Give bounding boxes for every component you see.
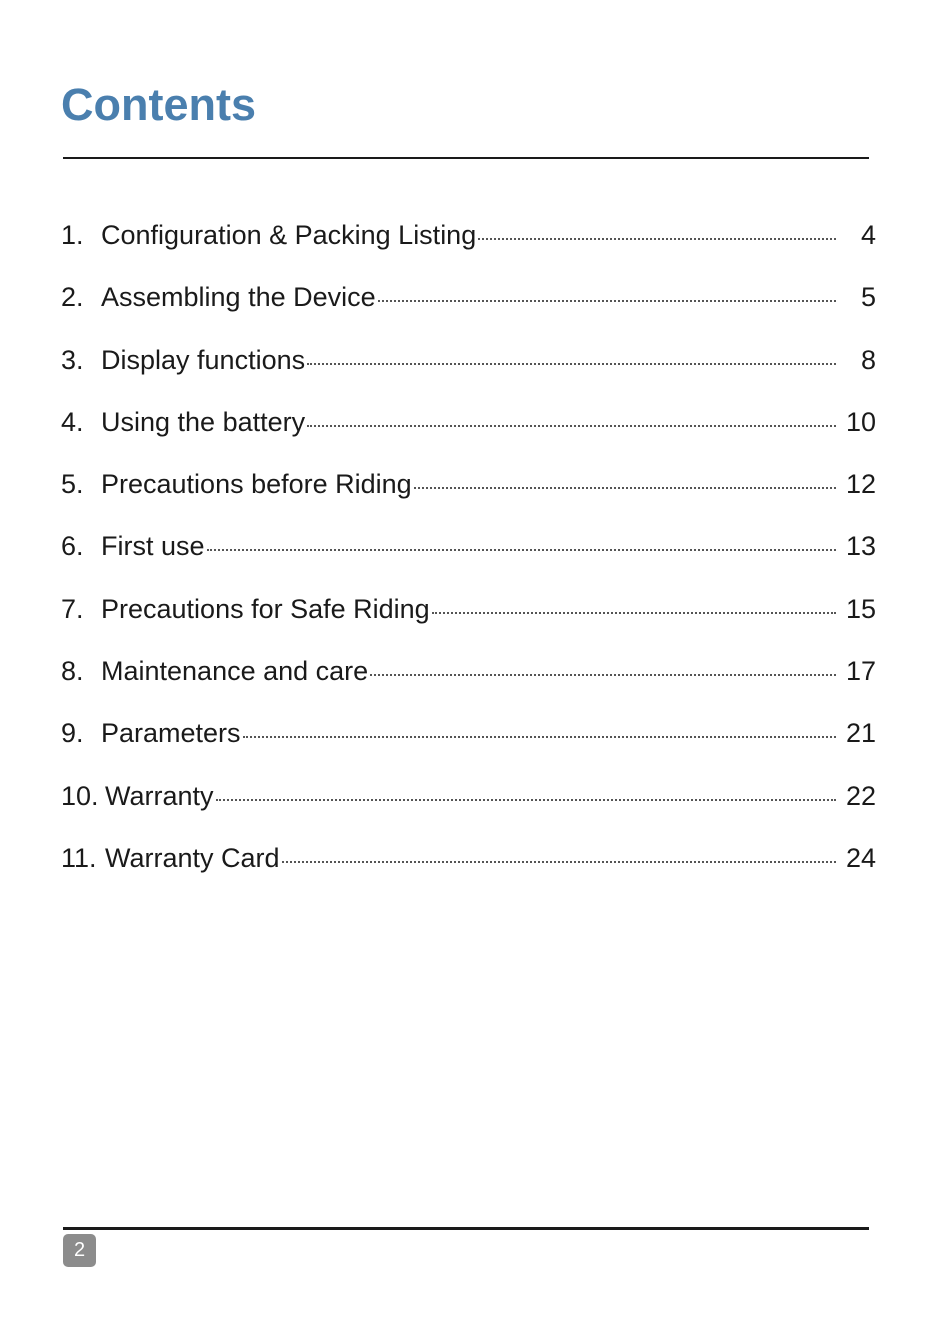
toc-entry-title: Parameters bbox=[101, 718, 241, 749]
toc-entry-page: 21 bbox=[845, 718, 876, 749]
toc-entry-title: Configuration & Packing Listing bbox=[101, 220, 477, 250]
toc-entry-first-use[interactable] bbox=[61, 519, 876, 581]
dot-leader bbox=[243, 736, 836, 738]
table-of-contents bbox=[61, 208, 876, 893]
bottom-divider bbox=[63, 1227, 869, 1230]
toc-entry-page: 10 bbox=[845, 406, 876, 437]
toc-entry-page: 4 bbox=[860, 220, 876, 250]
toc-entry-title: Maintenance and care bbox=[101, 656, 369, 687]
dot-leader bbox=[307, 425, 836, 427]
toc-entry-number: 5. bbox=[61, 469, 84, 500]
toc-entry-display-functions[interactable] bbox=[61, 333, 876, 395]
toc-entry-number: 9. bbox=[61, 718, 84, 749]
toc-entry-warranty[interactable] bbox=[61, 769, 876, 831]
toc-entry-number: 2. bbox=[61, 282, 84, 313]
toc-entry-page: 12 bbox=[845, 469, 876, 500]
toc-entry-page: 15 bbox=[845, 593, 876, 624]
dot-leader bbox=[282, 861, 836, 863]
toc-entry-precautions-before-riding[interactable] bbox=[61, 457, 876, 519]
page-title: Contents bbox=[61, 79, 256, 130]
dot-leader bbox=[370, 674, 836, 676]
toc-entry-number: 11. bbox=[61, 842, 97, 873]
toc-entry-number: 1. bbox=[61, 220, 84, 250]
toc-entry-title: First use bbox=[101, 531, 205, 562]
toc-entry-number: 8. bbox=[61, 656, 84, 687]
toc-entry-page: 17 bbox=[845, 656, 876, 687]
dot-leader bbox=[307, 363, 836, 365]
toc-entry-page: 13 bbox=[845, 531, 876, 562]
toc-entry-assembling[interactable] bbox=[61, 270, 876, 332]
dot-leader bbox=[432, 612, 836, 614]
toc-entry-battery[interactable] bbox=[61, 395, 876, 457]
page-number-badge: 2 bbox=[63, 1234, 96, 1267]
dot-leader bbox=[216, 799, 836, 801]
toc-entry-title: Using the battery bbox=[101, 406, 306, 437]
dot-leader bbox=[478, 238, 836, 240]
toc-entry-title: Assembling the Device bbox=[101, 282, 376, 313]
top-divider bbox=[63, 157, 869, 159]
toc-entry-title: Warranty Card bbox=[105, 842, 280, 873]
dot-leader bbox=[378, 300, 836, 302]
toc-entry-number: 6. bbox=[61, 531, 84, 562]
toc-entry-number: 3. bbox=[61, 344, 84, 375]
toc-entry-number: 7. bbox=[61, 593, 84, 624]
toc-entry-title: Precautions before Riding bbox=[101, 469, 412, 500]
toc-entry-page: 24 bbox=[845, 842, 876, 873]
toc-entry-precautions-safe-riding[interactable] bbox=[61, 582, 876, 644]
dot-leader bbox=[207, 549, 836, 551]
toc-entry-configuration[interactable] bbox=[61, 208, 876, 270]
toc-entry-title: Warranty bbox=[105, 780, 214, 811]
toc-entry-page: 5 bbox=[860, 282, 876, 313]
toc-entry-parameters[interactable] bbox=[61, 706, 876, 768]
toc-entry-warranty-card[interactable] bbox=[61, 831, 876, 893]
toc-entry-title: Precautions for Safe Riding bbox=[101, 593, 430, 624]
toc-entry-number: 10. bbox=[61, 780, 99, 811]
dot-leader bbox=[414, 487, 836, 489]
toc-entry-page: 22 bbox=[845, 780, 876, 811]
toc-entry-title: Display functions bbox=[101, 344, 306, 375]
toc-entry-maintenance[interactable] bbox=[61, 644, 876, 706]
toc-entry-number: 4. bbox=[61, 406, 84, 437]
toc-entry-page: 8 bbox=[860, 344, 876, 375]
